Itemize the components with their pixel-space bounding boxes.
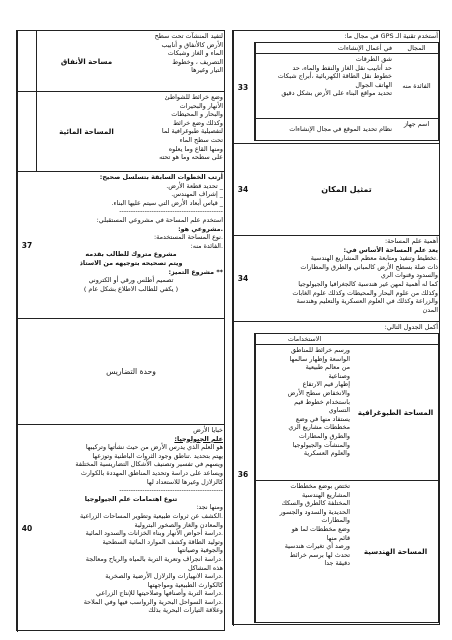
text-line: كما له أهمية لمهن غير هندسية كالجغرافيا والجيولوجيا (298, 279, 438, 288)
right-table (232, 30, 440, 625)
tunnel-survey-text: لتفيد المنشآت تحت سطح الأرض كالأنفاق و أنابيب الماء و الغاز وشبكات التصريف ، وخطوط التيار وغيرها (154, 32, 223, 75)
topographic-label: المساحة الطبوغرافية (353, 345, 438, 481)
text-line: _ قياس أبعاد الأرض التي سيتم عليها البناء. (111, 198, 223, 207)
text-line: تنوع اهتمامات علم الجيولوجيا (84, 494, 178, 503)
text-line: المدن (422, 305, 438, 314)
text-line: أهمية علم المساحة: (384, 237, 438, 245)
left-row-tunnel-survey (17, 31, 224, 92)
tunnel-survey-label: مساحة الأنفاق (36, 31, 136, 91)
text-line: .دراسة الانهيارات والزلازل الأرضية والصخرية (105, 572, 223, 581)
left-row-40 (17, 425, 224, 632)
left-row-spacer (17, 319, 36, 424)
text-line: ومنها نجد: (196, 503, 223, 512)
type-column-head (353, 334, 438, 345)
text-line: _ إشراف المهندس. (171, 190, 223, 199)
lesson-number: 37 (17, 172, 36, 318)
text-line: .الكشف عن ثروات طبيعية وتطوير المساحات الزراعية (80, 511, 223, 520)
survey-types-block (252, 322, 441, 626)
text-line: علم الجيولوجيا: (174, 434, 223, 443)
text-line: وضع مخططات لما هو (291, 524, 350, 533)
gps-block (252, 31, 441, 143)
device-key: اسم جهاز (403, 120, 430, 128)
lesson-number: 34 (233, 144, 252, 235)
text-line: تصميم أطلس ورقي أو الكتروني (88, 276, 174, 285)
engineering-uses (255, 481, 353, 622)
survey-types-table (254, 333, 439, 623)
left-row-water-survey (17, 92, 224, 172)
text-line: والزراعة وكذلك في العلوم العسكرية والتعليم وهندسة (296, 297, 438, 306)
lesson-number: 33 (233, 31, 252, 143)
text-line: --------------------------------------------- (119, 486, 223, 495)
engineering-label: المساحة الهندسية (363, 547, 428, 556)
right-row-34-title (233, 144, 439, 236)
text-line: التساوي (328, 406, 350, 415)
lesson-40-text (36, 425, 226, 632)
text-line: ** مشروع التميز: (168, 267, 223, 276)
text-line: والمعادن والغاز والصخور البترولية (134, 520, 223, 529)
left-table (16, 30, 225, 631)
field-key: المجال (395, 43, 438, 54)
text-line: وتوليد الطاقة وكشف الموارد المائية السطحية (102, 537, 223, 546)
left-row-37 (17, 172, 224, 319)
field-value: في أعمال الإنشاءات (255, 43, 395, 54)
text-line: كالكوارث الطبيعية ومواجهتها (147, 580, 223, 589)
text-line: والانخفاض سطح الأرض (287, 388, 350, 397)
text-line: هو العلم الذي يدرس الأرض من حيث نشأتها وتركيبها (85, 443, 223, 452)
text-line: كالزلازل وغيرها للاستعداد لها (146, 477, 223, 486)
device-value: نظام تحديد الموقع في مجال الإنشاءات (255, 119, 395, 140)
text-line: ذات صلة بسطح الأرض كالمباني والطرق والمطارات (300, 262, 438, 271)
text-line: .تخطيط وتنفيذ ومتابعة معظم المشاريع الهندسية (310, 254, 438, 263)
gps-table (254, 42, 439, 141)
text-line: الحديدية والسدود والجسور (279, 507, 350, 516)
text-line: .الفائدة منه: (190, 241, 223, 250)
text-line: .مشروعي هو: (178, 224, 223, 233)
text-line: المختلفة كالطرق والسكك (281, 499, 350, 508)
text-line: تختص بوضع مخططات (290, 482, 350, 490)
text-line: والسدود وقنوات الري (380, 271, 438, 280)
text-line: إظهار قيم الارتفاع (302, 380, 350, 389)
lesson-number: 36 (233, 322, 252, 626)
lesson-37-text (36, 172, 226, 318)
relief-unit-title: وحدة التضاريس (106, 367, 156, 376)
text-line: .نوع المساحة المستخدمة: (154, 233, 223, 242)
text-line: دقيقة جدا (324, 559, 350, 568)
text-line: ويسهم في تفسير وتصنيف الأشكال التضاريسية المختلفة (75, 460, 223, 469)
text-line: استخدم علم المساحة في مشروعي المستقبلي: (96, 215, 223, 224)
survey-types-header: أكمل الجدول التالي: (384, 323, 438, 331)
left-row-relief-unit (17, 319, 224, 425)
right-row-33 (233, 31, 439, 144)
water-survey-text: وضع خرائط للشواطئ الأنهار والبحيرات والبحار و المحيطات وكذلك وضع خرائط لتفصيلية طبوغرافية لما تحت سطح الماء ومنها القاع وما يعلوه على سطحه وما هو تحته (159, 93, 223, 162)
text-line: يعد علم المساحة الأساس في: (343, 245, 438, 254)
text-line: مخططات مشاريع الري (288, 423, 350, 432)
text-line: --------------------------------------------- (119, 207, 223, 216)
text-line: يهتم بتحديد .تناطق وجود الثروات الباطنية وتوزعها (92, 451, 223, 460)
text-line: والمطارات (321, 516, 350, 525)
text-line: هذه المشاكل (187, 563, 223, 572)
water-survey-label: المساحة المائية (36, 92, 136, 171)
text-line: والجوفية وصيانتها (177, 546, 223, 555)
text-line: وعلاقة التيارات البحرية بذلك (148, 606, 223, 615)
text-line: والطرق والمطارات (298, 431, 350, 440)
topographic-uses (255, 345, 353, 481)
text-line: والعلوم العسكرية (303, 449, 350, 458)
text-line: خبايا الأرض (193, 426, 223, 434)
benefit-value: شق الطرقات حد أنابيب نقل الغاز والنفط والماء، حد خطوط نقل الطاقة الكهربائية ،أبراج شبكات الهاتف الجوال تحديد مواقع البناء على الأرض بشكل دقيق (255, 54, 395, 119)
text-line: ورسم خرائط للمناطق (291, 346, 350, 354)
text-line: الواسعة وإظهار سالمها (289, 354, 350, 363)
text-line: .دراسة أحواض الأنهار وبناء الخزانات والسدود المائية (85, 529, 223, 538)
benefit-key: الفائدة منه (395, 54, 438, 119)
text-line: ورصد أي تغيرات هندسية (284, 542, 350, 551)
text-line: ( يكفي للطالب الاطلاع بشكل عام ) (83, 284, 179, 293)
gps-header: أستخدم تقنية الـ GPS في مجال ما: (344, 32, 438, 40)
right-row-36 (233, 322, 439, 626)
text-line: المشاريع الهندسية (301, 490, 350, 499)
text-line: والمنشآت والجيولوجيا (292, 440, 350, 449)
survey-importance-text (252, 236, 441, 321)
left-row-spacer (17, 92, 36, 171)
text-line: باستخدام خطوط قيم (294, 397, 350, 406)
text-line: _ تحديد قطعة الأرض. (166, 181, 223, 190)
place-representation-title: تمثيل المكان (321, 185, 372, 194)
left-row-spacer (17, 31, 36, 91)
text-line: ويساعد على دراسة وتحديد المناطق المهددة بالكوارث (80, 468, 223, 477)
uses-column-head: الاستخدامات (255, 334, 353, 345)
text-line: مشروع متروك للطالب بقدمه (85, 250, 177, 259)
lesson-number: 40 (17, 425, 36, 632)
text-line: وكذلك من علوم البحار والمحيطات وكذلك علوم الغابات (292, 288, 438, 297)
text-line: تحدث لها برسم خرائط (289, 550, 350, 559)
text-line: وصناعية (328, 371, 350, 380)
text-line: قائم منها (326, 533, 350, 542)
lesson-number: 34 (233, 236, 252, 321)
text-line: يستفاد منها في وضع (295, 414, 350, 423)
text-line: من معالم طبيعية (305, 363, 350, 372)
text-line: ويتم تصحيحه بتوجيهه من الاستاذ (79, 258, 183, 267)
right-row-34-text (233, 236, 439, 322)
text-line: .دراسة التربة وأصنافها وصلاحيتها للإنتاج الزراعي (96, 589, 223, 598)
text-line: أرتب الخطوات السابقة بتسلسل صحيح: (99, 173, 223, 181)
text-line: .دراسة السواحل البحرية والرواسب فيها وفي الملاحة (83, 597, 223, 606)
text-line: .دراسة انجراف وتعرية التربة بالمياه والرياح ومعالجة (85, 554, 223, 563)
